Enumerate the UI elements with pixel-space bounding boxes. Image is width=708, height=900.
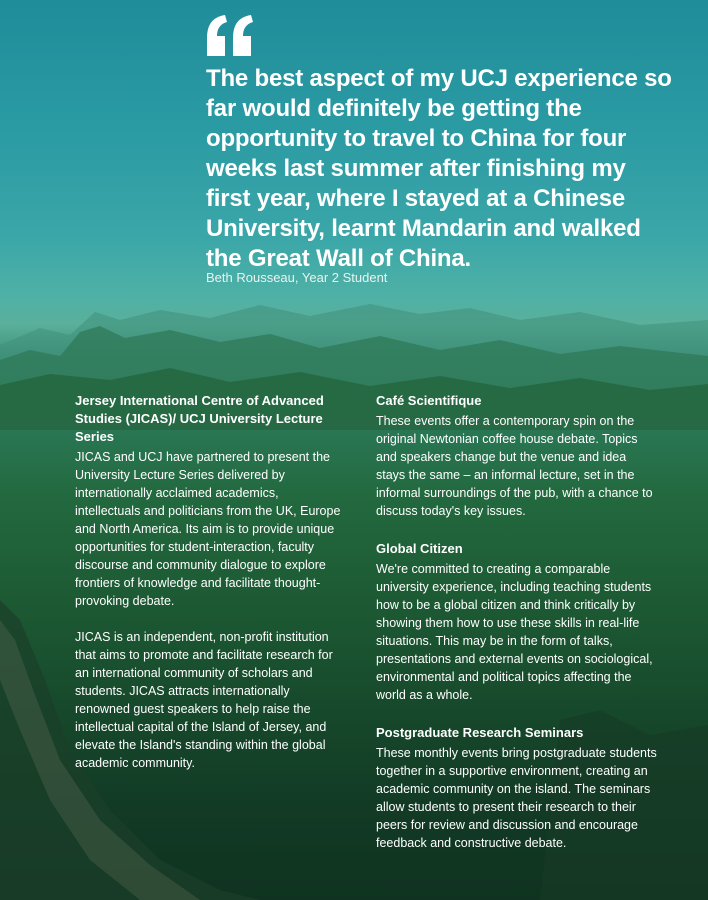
global-citizen-heading: Global Citizen	[376, 541, 463, 556]
cafe-scientifique-heading: Café Scientifique	[376, 393, 482, 408]
right-column	[376, 392, 658, 852]
left-column	[75, 392, 343, 772]
postgraduate-seminars-body: These monthly events bring postgraduate students together in a supportive environment, creating an academic community on the island. The seminars allow students to present their research to their peers for review and discussion and encourage feedback and constructive debate.	[376, 746, 657, 850]
jicas-paragraph-2: JICAS is an independent, non-profit institution that aims to promote and facilitate research for an international community of scholars and students. JICAS attracts internationally renowned guest speakers to help raise the intellectual capital of the Island of Jersey, and elevate the Island's standing within the global academic community.	[75, 630, 333, 770]
testimonial-attribution: Beth Rousseau, Year 2 Student	[206, 270, 388, 285]
global-citizen-body: We're committed to creating a comparable university experience, including teaching students how to be a global citizen and think critically by showing them how to use these skills in real-life situations. This may be in the form of talks, presentations and external events on sociological, environmental and political topics affecting the world as a whole.	[376, 562, 653, 702]
testimonial-quote: The best aspect of my UCJ experience so far would definitely be getting the opportunity to travel to China for four weeks last summer after finishing my first year, where I stayed at a Chinese University, learnt Mandarin and walked the Great Wall of China.	[206, 65, 672, 272]
quote-mark-icon	[205, 14, 255, 58]
postgraduate-seminars-heading: Postgraduate Research Seminars	[376, 725, 584, 740]
jicas-heading: Jersey International Centre of Advanced Studies (JICAS)/ UCJ University Lecture Series	[75, 393, 324, 444]
cafe-scientifique-body: These events offer a contemporary spin on the original Newtonian coffee house debate. Topics and speakers change but the venue and idea stays the same – an informal lecture, set in the informal surroundings of the pub, with a chance to discuss today's key issues.	[376, 414, 653, 518]
jicas-paragraph-1: JICAS and UCJ have partnered to present the University Lecture Series delivered by internationally acclaimed academics, intellectuals and politicians from the UK, Europe and North America. Its aim is to provide unique opportunities for student-interaction, faculty discourse and community dialogue to explore frontiers of knowledge and facilitate thought-provoking debate.	[75, 450, 341, 608]
